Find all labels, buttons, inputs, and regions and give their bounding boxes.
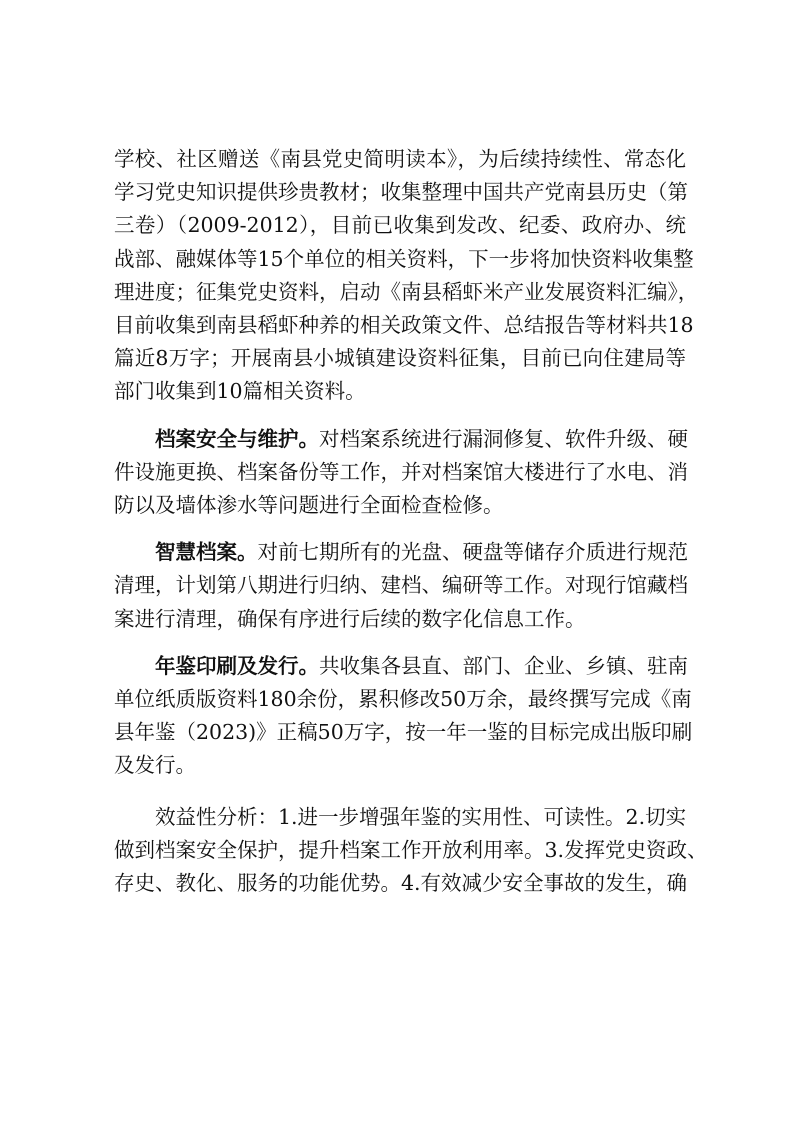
section-heading: 年鉴印刷及发行。 bbox=[155, 653, 319, 678]
text-line: 县年鉴（2023)》正稿50万字，按一年一鉴的目标完成出版印刷 bbox=[114, 720, 693, 745]
paragraph-benefit-analysis bbox=[114, 801, 708, 901]
document-page bbox=[114, 143, 708, 900]
text-line: 效益性分析：1.进一步增强年鉴的实用性、可读性。2.切实 bbox=[155, 804, 687, 829]
text-line: 共收集各县直、部门、企业、乡镇、驻南 bbox=[319, 653, 688, 678]
text-line: 对档案系统进行漏洞修复、软件升级、硬 bbox=[319, 426, 688, 451]
paragraph-smart-archive bbox=[114, 536, 686, 636]
text-line: 学校、社区赠送《南县党史简明读本》，为后续持续性、常态化 bbox=[114, 147, 686, 171]
text-line: 部门收集到10篇相关资料。 bbox=[114, 379, 366, 404]
paragraph-party-history bbox=[114, 143, 699, 409]
paragraph-archive-security bbox=[114, 423, 686, 523]
text-line: 目前收集到南县稻虾种养的相关政策文件、总结报告等材料共18 bbox=[114, 313, 694, 338]
section-heading: 智慧档案。 bbox=[155, 540, 258, 565]
paragraph-yearbook bbox=[114, 650, 693, 783]
text-line: 存史、教化、服务的功能优势。4.有效减少安全事故的发生，确 bbox=[114, 871, 688, 896]
text-line: 做到档案安全保护，提升档案工作开放利用率。3.发挥党史资政、 bbox=[114, 837, 708, 862]
text-line: 理进度；征集党史资料，启动《南县稻虾米产业发展资料汇编》， bbox=[114, 279, 699, 304]
text-line: 及发行。 bbox=[114, 753, 196, 778]
text-line: 单位纸质版资料180余份，累积修改50万余，最终撰写完成《南 bbox=[114, 687, 692, 712]
text-line: 学习党史知识提供珍贵教材；收集整理中国共产党南县历史（第 bbox=[114, 180, 688, 205]
text-line: 战部、融媒体等15个单位的相关资料，下一步将加快资料收集整 bbox=[114, 246, 694, 271]
text-line: 案进行清理，确保有序进行后续的数字化信息工作。 bbox=[114, 606, 586, 631]
section-heading: 档案安全与维护。 bbox=[155, 426, 319, 451]
text-line: 件设施更换、档案备份等工作，并对档案馆大楼进行了水电、消 bbox=[114, 459, 688, 484]
text-line: 对前七期所有的光盘、硬盘等储存介质进行规范 bbox=[257, 540, 688, 565]
text-line: 篇近8万字；开展南县小城镇建设资料征集，目前已向住建局等 bbox=[114, 346, 686, 371]
text-line: 三卷）（2009-2012），目前已收集到发改、纪委、政府办、统 bbox=[114, 213, 686, 238]
text-line: 清理，计划第八期进行归纳、建档、编研等工作。对现行馆藏档 bbox=[114, 573, 688, 598]
text-line: 防以及墙体渗水等问题进行全面检查检修。 bbox=[114, 493, 504, 518]
